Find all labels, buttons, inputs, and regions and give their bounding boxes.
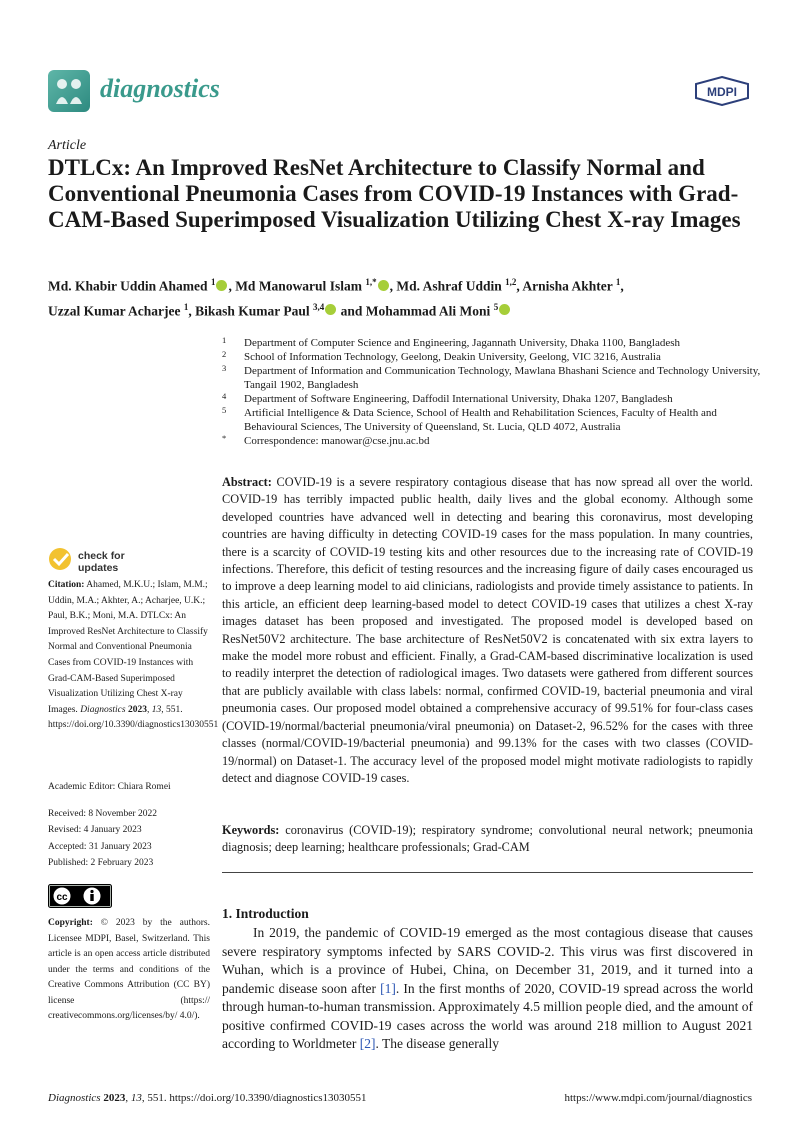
citation-year: 2023	[127, 704, 147, 715]
publication-dates	[48, 806, 157, 871]
footer-journal: Diagnostics	[48, 1092, 101, 1104]
affiliation-text: Correspondence: manowar@cse.jnu.ac.bd	[244, 435, 430, 447]
keywords	[222, 822, 753, 857]
footer-volume: 13	[130, 1092, 142, 1104]
citation-block: Citation: Ahamed, M.K.U.; Islam, M.M.; Uddin, M.A.; Akhter, A.; Acharjee, U.K.; Paul, B.K.; Moni, M.A. DTLCx: An Improved ResNet Architecture to Classify Normal and Conventional Pneumonia Cases from COVID-19 Instances with Grad-CAM-Based Superimposed Visualization Utilizing Chest X-ray Images. Diagnostics 2023, 13, 551. https://doi.org/10.3390/diagnostics13030551	[48, 580, 219, 731]
author-affiliation-mark: 1	[210, 277, 216, 287]
section-divider	[222, 872, 753, 873]
intro-text-1: In 2019, the pandemic of COVID-19 emerged as the most contagious disease that causes severe respiratory symptoms infected by SARS COVID-2. This virus was first discovered in Wuhan, which is a province of Hubei, China, on December 31, 2019, and it turned into a pandemic disease soon after	[222, 925, 753, 996]
affiliation-item	[222, 350, 762, 364]
affiliation-mark: 2	[222, 349, 227, 359]
copyright-notice	[48, 916, 210, 1025]
keywords-label: Keywords:	[222, 823, 280, 837]
revised-date: Revised: 4 January 2023	[48, 825, 142, 836]
intro-paragraph	[222, 924, 753, 1054]
affiliation-item	[222, 406, 762, 434]
author-separator: ,	[620, 278, 624, 294]
author-name: Arnisha Akhter	[522, 278, 613, 294]
affiliation-text: Artificial Intelligence & Data Science, School of Health and Rehabilitation Sciences, Faculty of Health and Behavioural Sciences, The University of Queensland, St. Lucia, QLD 4072, Australia	[244, 407, 717, 433]
author-separator: ,	[389, 278, 397, 294]
affiliation-text: Department of Computer Science and Engineering, Jagannath University, Dhaka 1100, Bangladesh	[244, 337, 681, 349]
affiliation-item	[222, 364, 762, 392]
copyright-text: © 2023 by the authors. Licensee MDPI, Basel, Switzerland. This article is an open access article distributed under the terms and conditions of the Creative Commons Attribution (CC BY) license (https:// creativecommons.org/licenses/by/ 4.0/).	[48, 918, 210, 1021]
affiliation-text: Department of Information and Communication Technology, Mawlana Bhashani Science and Technology University, Tangail 1902, Bangladesh	[244, 365, 761, 391]
author-separator: and	[337, 303, 366, 318]
journal-name: diagnostics	[100, 74, 220, 103]
footer-doi[interactable]: , 551. https://doi.org/10.3390/diagnostics13030551	[141, 1092, 367, 1104]
author-separator: ,	[188, 303, 196, 318]
footer-journal-url[interactable]: https://www.mdpi.com/journal/diagnostics	[564, 1092, 752, 1104]
author-affiliation-mark: 5	[493, 301, 499, 312]
abstract-label: Abstract:	[222, 475, 272, 489]
academic-editor: Academic Editor: Chiara Romei	[48, 782, 171, 792]
abstract-text: COVID-19 is a severe respiratory contagious disease that has now spread all over the world. COVID-19 has terribly impacted public health, daily lives and the global economy. Although some developed countries have advanced well in detecting and bearing this coronavirus, most developing countries are having difficulty in detecting COVID-19 cases for the mass population. In many countries, there is a scarcity of COVID-19 testing kits and other resources due to the increasing rate of COVID-19 infections. Therefore, this deficit of testing resources and the increasing figure of daily cases encouraged us to improve a deep learning model to aid clinicians, radiologists and provide timely assistance to patients. In this article, an efficient deep learning-based model to detect COVID-19 cases that utilizes a chest X-ray images dataset has been proposed and investigated. The proposed model is developed based on ResNet50V2 architecture. The base architecture of ResNet50V2 is concatenated with six extra layers to make the model more robust and efficient. Finally, a Grad-CAM-based discriminative localization is used to readily interpret the detection of radiological images. Two datasets were gathered from different sources that are publicly available with class labels: normal, confirmed COVID-19, bacterial pneumonia and viral pneumonia cases. Our proposed model obtained a comprehensive accuracy of 99.51% for four-class cases (COVID-19/normal/bacterial pneumonia/viral pneumonia) on Dataset-2, 96.52% for the cases with three classes (normal/COVID-19/bacterial pneumonia) and 99.13% for the cases with two classes (COVID-19/normal) on Dataset-1. The accuracy level of the proposed model might motivate radiologists to rapidly detect and diagnose COVID-19 cases.	[222, 475, 754, 785]
footer-year: 2023	[103, 1092, 126, 1104]
section-heading: 1. Introduction	[222, 906, 309, 921]
check-for-updates-icon[interactable]	[48, 547, 74, 571]
accepted-date: Accepted: 31 January 2023	[48, 841, 152, 852]
orcid-icon[interactable]	[378, 280, 389, 291]
author-affiliation-mark: 3,4	[313, 301, 325, 312]
reference-link[interactable]: [1]	[380, 980, 396, 996]
affiliation-mark: 5	[222, 405, 227, 415]
affiliation-mark: 1	[222, 335, 227, 345]
author-name: Md. Khabir Uddin Ahamed	[48, 278, 208, 294]
author-name: Md. Ashraf Uddin	[396, 278, 502, 294]
check-for-updates-button[interactable]	[78, 550, 125, 574]
author-name: Uzzal Kumar Acharjee	[48, 303, 181, 318]
author-name: Bikash Kumar Paul	[195, 303, 310, 318]
check-for-updates-line1: check for	[78, 550, 125, 562]
diagnostics-logo-icon	[48, 70, 90, 112]
affiliation-item	[222, 434, 762, 448]
mdpi-logo-text: MDPI	[707, 85, 737, 99]
abstract	[222, 474, 753, 787]
received-date: Received: 8 November 2022	[48, 809, 157, 819]
affiliation-item	[222, 336, 762, 350]
citation-doi[interactable]: , 551. https://doi.org/10.3390/diagnostics13030551	[48, 704, 219, 731]
affiliation-mark: *	[222, 433, 227, 443]
author-separator: ,	[228, 278, 236, 294]
author-affiliation-mark: 1	[183, 301, 189, 312]
author-affiliation-mark: 1	[615, 277, 621, 287]
author-name: Md Manowarul Islam	[235, 278, 362, 294]
citation-journal: Diagnostics	[80, 704, 126, 715]
orcid-icon[interactable]	[325, 304, 336, 315]
cc-by-license-icon[interactable]	[48, 884, 112, 908]
check-for-updates-line2: updates	[78, 562, 119, 574]
author-list	[48, 272, 760, 321]
svg-text:cc: cc	[56, 892, 68, 903]
copyright-label: Copyright:	[48, 918, 93, 928]
published-date: Published: 2 February 2023	[48, 857, 154, 868]
orcid-icon[interactable]	[499, 304, 510, 315]
affiliation-item	[222, 392, 762, 406]
keywords-text: coronavirus (COVID-19); respiratory syndrome; convolutional neural network; pneumonia diagnosis; deep learning; healthcare professionals; Grad-CAM	[222, 823, 753, 855]
affiliations	[222, 336, 762, 448]
article-type: Article	[48, 138, 87, 153]
affiliation-mark: 4	[222, 391, 227, 401]
intro-text-2: . In the first months of 2020, COVID-19 spread across the world through human-to-human transmission. Approximately 4.5 million people died, and the amount of positive confirmed COVID-19 cases across the world was around 218 million to August 2021 according to Worldmeter	[222, 980, 753, 1051]
orcid-icon[interactable]	[216, 280, 227, 291]
author-separator: ,	[516, 278, 523, 294]
paper-title: DTLCx: An Improved ResNet Architecture to Classify Normal and Conventional Pneumonia Cases from COVID-19 Instances with Grad-CAM-Based Superimposed Visualization Utilizing Chest X-ray Images	[48, 155, 741, 232]
affiliation-text: School of Information Technology, Geelong, Deakin University, Geelong, VIC 3216, Australia	[244, 351, 661, 363]
citation-text: Ahamed, M.K.U.; Islam, M.M.; Uddin, M.A.; Akhter, A.; Acharjee, U.K.; Paul, B.K.; Moni, M.A. DTLCx: An Improved ResNet Architecture to Classify Normal and Conventional Pneumonia Cases from COVID-19 Instances with Grad-CAM-Based Superimposed Visualization Utilizing Chest X-ray Images.	[48, 580, 208, 715]
citation-label: Citation:	[48, 580, 85, 590]
author-name: Mohammad Ali Moni	[365, 303, 491, 318]
mdpi-logo-icon	[694, 76, 750, 106]
citation-volume: 13	[151, 704, 162, 715]
author-affiliation-mark: 1,*	[365, 277, 377, 287]
intro-text-3: . The disease generally	[375, 1036, 499, 1051]
affiliation-text: Department of Software Engineering, Daffodil International University, Dhaka 1207, Bangladesh	[244, 393, 673, 405]
reference-link[interactable]: [2]	[359, 1036, 376, 1051]
footer-citation: Diagnostics 2023, 13, 551. https://doi.org/10.3390/diagnostics13030551	[48, 1092, 367, 1104]
author-affiliation-mark: 1,2	[505, 277, 517, 287]
affiliation-mark: 3	[222, 363, 227, 373]
